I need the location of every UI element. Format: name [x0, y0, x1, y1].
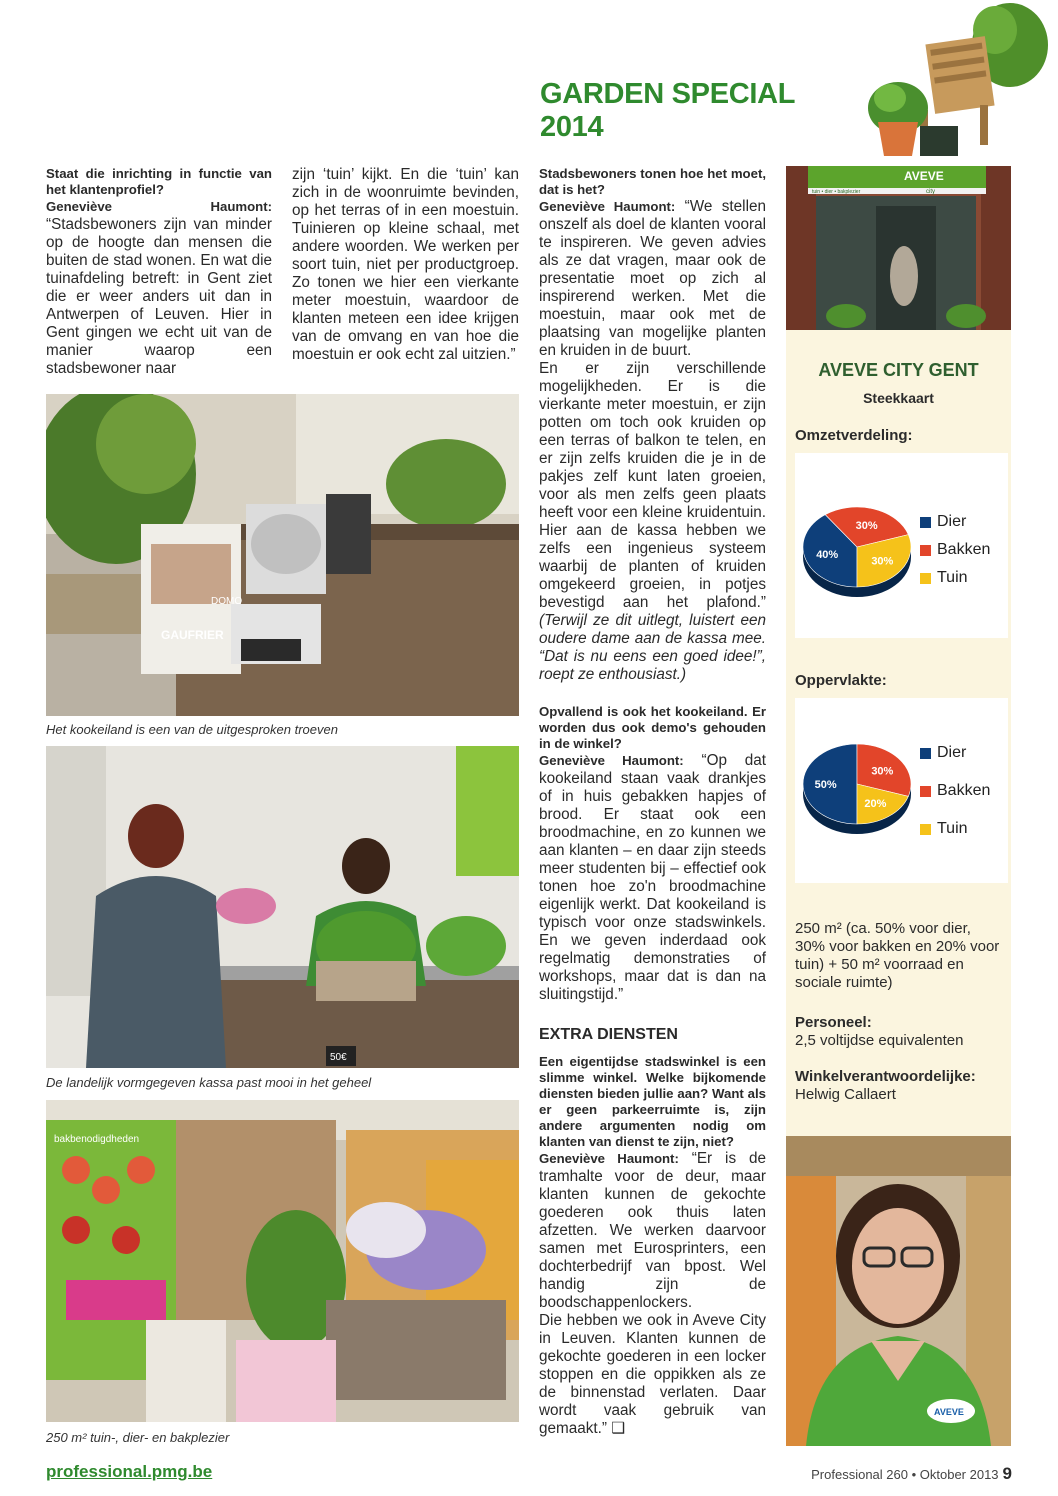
answer-text: “We stellen onszelf als doel de klanten vooral te inspireren. We geven advies als ze dat vragen, maar ook de presentatie moet op zich al inspirerend werken. Met die moestuin, maar ook met de plaatsing van mogelijke planten en kruiden in de buurt.: [539, 198, 766, 359]
question: Stadsbewoners tonen hoe het moet, dat is het?: [539, 166, 766, 197]
opp-description: 250 m² (ca. 50% voor dier, 30% voor bakken en 20% voor tuin) + 50 m² voorraad en sociale ruimte): [795, 920, 1000, 991]
pie-data-label: 50%: [814, 779, 837, 791]
answer-text: Die hebben we ook in Aveve City in Leuven. Klanten kunnen de gekochte goederen in een locker stoppen en die oppikken als ze de binnenstad verlaten. Daar wordt vaak gebruik van gemaakt.”: [539, 1312, 766, 1437]
verantw-value: Helwig Callaert: [795, 1086, 896, 1103]
page-number: 9: [1002, 1464, 1012, 1483]
answer-text: “Op dat kookeiland staan vaak drankjes of in huis gebakken hapjes of brood. Er staat ook een broodmachine, en zo kunnen we aan klanten – en daar zijn steeds meer studenten bij – effectief ook tonen hoe zo'n broodmachine eigenlijk werkt. Dat kookeiland is typisch voor onze stadswinkels. En we geven inderdaad ook regelmatig demonstraties of workshops, maar dat is dan na sluitingstijd.”: [539, 752, 766, 1003]
question: Staat die inrichting in functie van het klantenprofiel?: [46, 166, 272, 197]
pie-data-label: 20%: [864, 797, 887, 810]
answer: [539, 752, 766, 1004]
answer-text: zijn ‘tuin’ kijkt. En die ‘tuin’ kan zich in de woonruimte bevinden, op het terras of in een moestuin. Tuinieren op kleine schaal, met andere woorden. We werken per soort tuin, niet per productgroep. Zo tonen we hier een vierkante meter moestuin, waardoor de klanten meteen een idee krijgen van de omvang en van hoe die moestuin er ook echt zal uitzien.”: [292, 166, 519, 363]
footer-website-link[interactable]: professional.pmg.be: [46, 1462, 213, 1481]
answer: [46, 198, 272, 378]
price-tag: 50€: [330, 1052, 347, 1063]
answer: [539, 360, 766, 684]
speaker-name: Geneviève Haumont:: [539, 199, 676, 214]
speaker-name: Geneviève Haumont:: [539, 1151, 679, 1166]
legend-swatch-bakken: [920, 545, 931, 556]
legend-item-dier: [920, 508, 990, 536]
storefront-band: tuin • dier • bakplezier: [812, 189, 861, 195]
answer-text: “Stadsbewoners zijn van minder op de hoogte dan mensen die buiten de stad wonen. En wat die tuinafdeling betreft: in Gent ziet die er weer anders uit dan in Antwerpen of Leuven. Hier in Gent gingen we echt uit van de manier waarop een stadsbewoner naar: [46, 216, 272, 377]
article-column-3: [539, 166, 766, 1438]
badge-text: AVEVE: [934, 1407, 964, 1417]
opp-legend: [920, 734, 990, 848]
answer: [539, 1312, 766, 1438]
opp-label: Oppervlakte:: [795, 672, 887, 689]
speaker-name: Geneviève Haumont:: [539, 753, 684, 768]
legend-item-dier: [920, 734, 990, 772]
answer-text: En er zijn verschillende mogelijkheden. Er is die vierkante meter moestuin, er zijn potten om toch ook kruiden op een terras of balkon te telen, en er zijn zelfs kruiden die je in de pakjes zelf kunt laten groeien, voor als men zelfs geen plaats heeft voor een kleine kruidentuin. Hier aan de kassa hebben we zelfs een ingenieus systeem waarbij de planten of kruiden omgekeerd groeien, in potjes bevestigd aan het plafond.”: [539, 360, 766, 611]
aside-text: (Terwijl ze dit uitlegt, luistert een oudere dame aan de kassa mee. “Dat is nu eens een goed idee!”, roept ze enthousiast.): [539, 612, 766, 683]
pie-data-label: 40%: [816, 549, 839, 562]
answer: [539, 1150, 766, 1312]
legend-item-bakken: [920, 772, 990, 810]
legend-swatch-dier: [920, 748, 931, 759]
garden-illustration: [860, 0, 1058, 160]
legend-swatch-bakken: [920, 786, 931, 797]
footer-issue-info: [811, 1464, 1012, 1484]
verantw-label: Winkelverantwoordelijke:: [795, 1068, 976, 1085]
question: Opvallend is ook het kookeiland. Er worden dus ook demo's gehouden in de winkel?: [539, 704, 766, 751]
legend-swatch-dier: [920, 517, 931, 528]
section-title: GARDEN SPECIAL 2014: [540, 78, 795, 143]
photo-portrait: [786, 1136, 1011, 1446]
legend-label: Bakken: [937, 541, 991, 558]
footer-issue: Professional 260 • Oktober 2013: [811, 1467, 999, 1482]
storefront-sub: city: [926, 189, 935, 195]
answer: [539, 198, 766, 360]
opp-chart-panel: [795, 698, 1008, 883]
speaker-name: Geneviève Haumont:: [46, 199, 272, 214]
legend-swatch-tuin: [920, 573, 931, 584]
legend-item-tuin: [920, 810, 990, 848]
omzet-legend: [920, 508, 990, 592]
personeel-label: Personeel:: [795, 1014, 872, 1031]
pie-data-label: 30%: [871, 765, 894, 778]
legend-swatch-tuin: [920, 824, 931, 835]
box-label: GAUFRIER: [161, 628, 224, 642]
caption-photo-2: De landelijk vormgegeven kassa past mooi in het geheel: [46, 1075, 372, 1090]
opp-pie-chart: [799, 740, 919, 850]
section-heading: EXTRA DIENSTEN: [539, 1026, 678, 1043]
omzet-pie-chart: [799, 503, 919, 613]
article-column-1: [46, 166, 272, 378]
sidebar-title: AVEVE CITY GENT: [818, 360, 979, 380]
legend-label: Dier: [937, 513, 967, 530]
legend-item-tuin: [920, 564, 990, 592]
caption-photo-3: 250 m² tuin-, dier- en bakplezier: [46, 1430, 230, 1445]
legend-label: Tuin: [937, 569, 968, 586]
legend-label: Dier: [937, 744, 967, 761]
photo-kookeiland: [46, 394, 519, 716]
photo-winkel: [46, 1100, 519, 1422]
omzet-label: Omzetverdeling:: [795, 427, 913, 444]
omzet-chart-panel: [795, 453, 1008, 638]
personeel-value: 2,5 voltijdse equivalenten: [795, 1032, 964, 1049]
photo-kassa: [46, 746, 519, 1068]
pie-data-label: 30%: [855, 519, 878, 532]
legend-label: Tuin: [937, 820, 968, 837]
legend-label: Bakken: [937, 782, 991, 799]
photo-storefront: [786, 166, 1011, 330]
article-column-2: [292, 166, 519, 364]
storefront-sign: AVEVE: [904, 169, 944, 183]
legend-item-bakken: [920, 536, 990, 564]
end-mark: ❑: [611, 1420, 625, 1437]
pie-data-label: 30%: [871, 555, 894, 568]
box-brand: DOMO: [211, 596, 243, 607]
caption-photo-1: Het kookeiland is een van de uitgesproken troeven: [46, 722, 338, 737]
question: Een eigentijdse stadswinkel is een slimme winkel. Welke bijkomende diensten bieden jullie aan? Want als er geen parkeerruimte is, zijn andere argumenten nodig om klanten van dienst te zijn, niet?: [539, 1054, 766, 1149]
sidebar-subtitle: Steekkaart: [863, 390, 934, 406]
answer-text: “Er is de tramhalte voor de deur, maar klanten kunnen de gekochte goederen ook thuis laten afzetten. We werken daarvoor samen met Eurosprinters, een dochterbedrijf van bpost. Wel handig zijn de boodschappenlockers.: [539, 1150, 767, 1311]
shelf-label: bakbenodigdheden: [54, 1134, 140, 1145]
